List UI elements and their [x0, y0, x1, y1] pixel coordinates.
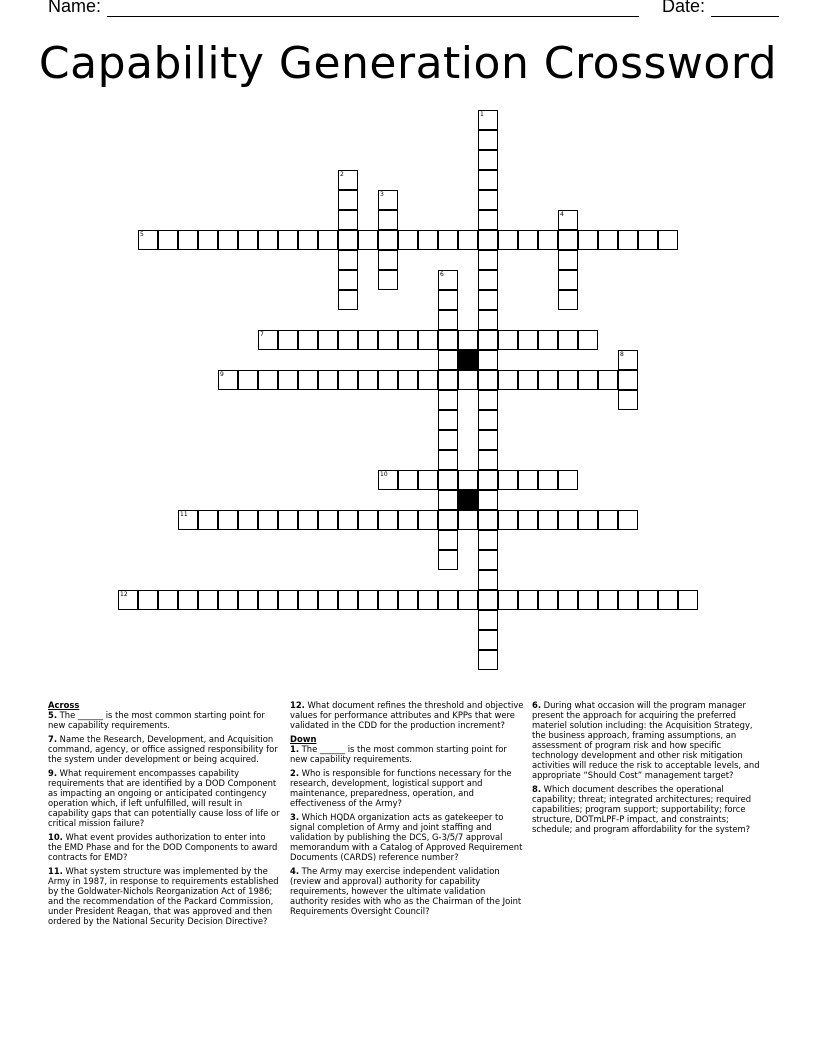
- clue-number: 1.: [290, 744, 300, 754]
- grid-cell[interactable]: [478, 410, 498, 430]
- grid-cell[interactable]: [178, 510, 198, 530]
- grid-cell[interactable]: [338, 290, 358, 310]
- grid-cell[interactable]: [618, 390, 638, 410]
- grid-cell[interactable]: [138, 590, 158, 610]
- grid-cell[interactable]: [278, 590, 298, 610]
- clue-number: 7.: [48, 734, 58, 744]
- grid-cell[interactable]: [338, 590, 358, 610]
- clue-text: Which document describes the operational capability; threat; integrated architectures; required capabilities; program support; supportability; force structure, DOTmLPF-P impact, and constraints; schedule; and program affordability for the system?: [532, 784, 752, 834]
- clue-number: 9.: [48, 768, 58, 778]
- clue-number: 3.: [290, 812, 300, 822]
- grid-cell[interactable]: [458, 590, 478, 610]
- grid-cell[interactable]: [578, 370, 598, 390]
- grid-cell[interactable]: [398, 230, 418, 250]
- clue-text: What system structure was implemented by the Army in 1987, in response to requirements established by the Goldwater-Nichols Reorganization Act of 1986; and the recommendation of the Packard Commission, under President Reagan, that was approved and then ordered by the National Security Decision Directive?: [48, 866, 279, 926]
- clue-item: [532, 700, 768, 780]
- grid-cell[interactable]: [558, 590, 578, 610]
- grid-cell[interactable]: [438, 390, 458, 410]
- name-label: Name:: [48, 0, 102, 16]
- grid-cell[interactable]: [478, 530, 498, 550]
- grid-cell[interactable]: [518, 370, 538, 390]
- grid-cell[interactable]: [498, 230, 518, 250]
- grid-cell[interactable]: [358, 590, 378, 610]
- grid-cell[interactable]: [478, 370, 498, 390]
- clue-number: 8.: [532, 784, 542, 794]
- grid-cell[interactable]: [538, 370, 558, 390]
- grid-cell[interactable]: [318, 330, 338, 350]
- date-label: Date:: [662, 0, 706, 16]
- grid-cell[interactable]: [338, 370, 358, 390]
- grid-cell[interactable]: [498, 370, 518, 390]
- grid-cell[interactable]: [298, 330, 318, 350]
- grid-cell[interactable]: [638, 590, 658, 610]
- grid-cell[interactable]: [478, 230, 498, 250]
- cell-number: 7: [260, 331, 264, 338]
- clue-text: The ______ is the most common starting point for new capability requirements.: [48, 710, 265, 730]
- grid-cell[interactable]: [478, 130, 498, 150]
- grid-cell[interactable]: [258, 590, 278, 610]
- clue-text: The ______ is the most common starting point for new capability requirements.: [290, 744, 507, 764]
- cell-number: 10: [380, 471, 388, 478]
- grid-cell[interactable]: [478, 210, 498, 230]
- across-heading: Across: [48, 700, 80, 710]
- grid-cell[interactable]: [618, 230, 638, 250]
- grid-cell[interactable]: [498, 590, 518, 610]
- header-row: [48, 0, 779, 17]
- grid-cell[interactable]: [438, 450, 458, 470]
- grid-cell[interactable]: [178, 230, 198, 250]
- grid-cell[interactable]: [338, 510, 358, 530]
- grid-cell[interactable]: [458, 510, 478, 530]
- clue-item: [532, 784, 768, 834]
- grid-cell[interactable]: [278, 330, 298, 350]
- grid-cell[interactable]: [558, 290, 578, 310]
- grid-cell[interactable]: [478, 390, 498, 410]
- grid-cell[interactable]: [438, 590, 458, 610]
- grid-cell[interactable]: [618, 350, 638, 370]
- grid-cell[interactable]: [518, 510, 538, 530]
- clue-item: [290, 700, 524, 730]
- grid-cell[interactable]: [258, 370, 278, 390]
- grid-cell[interactable]: [578, 590, 598, 610]
- grid-cell[interactable]: [358, 230, 378, 250]
- grid-cell[interactable]: [258, 230, 278, 250]
- grid-block: [458, 350, 478, 370]
- grid-cell[interactable]: [538, 330, 558, 350]
- clue-item: [290, 812, 524, 862]
- grid-cell[interactable]: [478, 470, 498, 490]
- grid-cell[interactable]: [478, 110, 498, 130]
- grid-cell[interactable]: [258, 330, 278, 350]
- grid-cell[interactable]: [538, 590, 558, 610]
- grid-cell[interactable]: [418, 370, 438, 390]
- grid-cell[interactable]: [478, 630, 498, 650]
- grid-cell[interactable]: [338, 230, 358, 250]
- cell-number: 12: [120, 591, 128, 598]
- clue-number: 11.: [48, 866, 63, 876]
- grid-cell[interactable]: [638, 230, 658, 250]
- grid-cell[interactable]: [378, 250, 398, 270]
- grid-cell[interactable]: [418, 590, 438, 610]
- grid-cell[interactable]: [298, 230, 318, 250]
- grid-cell[interactable]: [358, 370, 378, 390]
- clue-item: [48, 734, 280, 764]
- grid-cell[interactable]: [278, 370, 298, 390]
- grid-cell[interactable]: [418, 470, 438, 490]
- grid-cell[interactable]: [378, 470, 398, 490]
- page-title: Capability Generation Crossword: [38, 38, 778, 89]
- grid-cell[interactable]: [558, 330, 578, 350]
- grid-cell[interactable]: [598, 230, 618, 250]
- grid-cell[interactable]: [338, 170, 358, 190]
- grid-cell[interactable]: [538, 230, 558, 250]
- grid-cell[interactable]: [198, 510, 218, 530]
- clue-text: What requirement encompasses capability requirements that are identified by a DOD Component as impacting an ongoing or anticipated contingency operation which, if left unfulfilled, will result in capability gaps that can potentially cause loss of life or critical mission failure?: [48, 768, 280, 828]
- grid-cell[interactable]: [578, 510, 598, 530]
- grid-cell[interactable]: [218, 230, 238, 250]
- grid-cell[interactable]: [438, 530, 458, 550]
- clue-number: 4.: [290, 866, 300, 876]
- grid-cell[interactable]: [418, 510, 438, 530]
- grid-cell[interactable]: [658, 590, 678, 610]
- clue-text: What document refines the threshold and objective values for performance attributes and KPPs that were validated in the CDD for the production increment?: [290, 700, 524, 730]
- grid-cell[interactable]: [378, 510, 398, 530]
- grid-cell[interactable]: [458, 230, 478, 250]
- clue-number: 6.: [532, 700, 542, 710]
- clue-number: 2.: [290, 768, 300, 778]
- grid-cell[interactable]: [498, 470, 518, 490]
- clue-item: [290, 866, 524, 916]
- grid-cell[interactable]: [598, 370, 618, 390]
- grid-cell[interactable]: [478, 510, 498, 530]
- grid-cell[interactable]: [378, 590, 398, 610]
- clue-item: [48, 710, 280, 730]
- grid-cell[interactable]: [598, 510, 618, 530]
- grid-cell[interactable]: [618, 590, 638, 610]
- clue-text: The Army may exercise independent validation (review and approval) authority for capability requirements, however the ultimate validation authority resides with who as the Chairman of the Joint Requirements Oversight Council?: [290, 866, 522, 916]
- grid-cell[interactable]: [478, 310, 498, 330]
- grid-cell[interactable]: [558, 230, 578, 250]
- grid-cell[interactable]: [378, 270, 398, 290]
- cell-number: 3: [380, 191, 384, 198]
- grid-cell[interactable]: [398, 370, 418, 390]
- grid-cell[interactable]: [358, 510, 378, 530]
- clue-text: Who is responsible for functions necessary for the research, development, logistical support and maintenance, preparedness, operation, and effectiveness of the Army?: [290, 768, 512, 808]
- clue-number: 5.: [48, 710, 58, 720]
- grid-cell[interactable]: [478, 350, 498, 370]
- grid-cell[interactable]: [438, 310, 458, 330]
- grid-cell[interactable]: [218, 590, 238, 610]
- grid-cell[interactable]: [498, 330, 518, 350]
- grid-cell[interactable]: [478, 270, 498, 290]
- grid-cell[interactable]: [158, 230, 178, 250]
- grid-cell[interactable]: [478, 250, 498, 270]
- grid-cell[interactable]: [478, 170, 498, 190]
- grid-cell[interactable]: [438, 510, 458, 530]
- grid-cell[interactable]: [318, 230, 338, 250]
- clue-text: During what occasion will the program manager present the approach for acquiring the preferred materiel solution including: the Acquisition Strategy, the business approach, framing assumptions, an assessment of program risk and how specific technology development and other risk mitigation activities will reduce the risk to acceptable levels, and appropriate “Should Cost” management target?: [532, 700, 760, 780]
- clue-item: [48, 866, 280, 926]
- cell-number: 5: [140, 231, 144, 238]
- grid-cell[interactable]: [518, 330, 538, 350]
- clue-item: [290, 768, 524, 808]
- grid-cell[interactable]: [658, 230, 678, 250]
- grid-cell[interactable]: [558, 470, 578, 490]
- grid-cell[interactable]: [578, 330, 598, 350]
- clue-text: Which HQDA organization acts as gatekeeper to signal completion of Army and joint staffing and validation by publishing the DCS, G-3/5/7 approval memorandum with a Catalog of Approved Requirement Documents (CARDS) reference number?: [290, 812, 523, 862]
- grid-cell[interactable]: [478, 430, 498, 450]
- clue-item: [290, 744, 524, 764]
- clues-column-2: [290, 700, 524, 920]
- grid-cell[interactable]: [558, 370, 578, 390]
- grid-cell[interactable]: [518, 230, 538, 250]
- grid-cell[interactable]: [158, 590, 178, 610]
- grid-cell[interactable]: [378, 190, 398, 210]
- grid-cell[interactable]: [438, 410, 458, 430]
- grid-cell[interactable]: [618, 510, 638, 530]
- grid-cell[interactable]: [418, 330, 438, 350]
- grid-cell[interactable]: [558, 250, 578, 270]
- grid-cell[interactable]: [438, 290, 458, 310]
- grid-cell[interactable]: [298, 590, 318, 610]
- clue-text: Name the Research, Development, and Acquisition command, agency, or office assigned responsibility for the system under development or being acquired.: [48, 734, 278, 764]
- grid-cell[interactable]: [378, 330, 398, 350]
- grid-cell[interactable]: [338, 190, 358, 210]
- grid-cell[interactable]: [438, 490, 458, 510]
- cell-number: 4: [560, 211, 564, 218]
- grid-cell[interactable]: [118, 590, 138, 610]
- grid-cell[interactable]: [478, 190, 498, 210]
- grid-cell[interactable]: [438, 270, 458, 290]
- grid-cell[interactable]: [438, 550, 458, 570]
- grid-cell[interactable]: [398, 330, 418, 350]
- grid-cell[interactable]: [238, 510, 258, 530]
- grid-cell[interactable]: [398, 470, 418, 490]
- grid-cell[interactable]: [338, 210, 358, 230]
- grid-cell[interactable]: [378, 210, 398, 230]
- cell-number: 2: [340, 171, 344, 178]
- date-field[interactable]: [711, 0, 779, 17]
- grid-cell[interactable]: [618, 370, 638, 390]
- grid-cell[interactable]: [138, 230, 158, 250]
- grid-cell[interactable]: [198, 230, 218, 250]
- clues-column-1: [48, 700, 280, 930]
- clue-number: 12.: [290, 700, 305, 710]
- name-field[interactable]: [107, 0, 639, 17]
- grid-cell[interactable]: [438, 430, 458, 450]
- grid-cell[interactable]: [458, 370, 478, 390]
- cell-number: 9: [220, 371, 224, 378]
- grid-cell[interactable]: [598, 590, 618, 610]
- grid-cell[interactable]: [338, 330, 358, 350]
- grid-cell[interactable]: [318, 510, 338, 530]
- grid-cell[interactable]: [438, 330, 458, 350]
- clues-column-3: [532, 700, 768, 838]
- grid-cell[interactable]: [478, 450, 498, 470]
- grid-cell[interactable]: [238, 590, 258, 610]
- down-heading: Down: [290, 734, 317, 744]
- grid-cell[interactable]: [558, 210, 578, 230]
- grid-cell[interactable]: [218, 510, 238, 530]
- clue-item: [48, 768, 280, 828]
- grid-cell[interactable]: [478, 490, 498, 510]
- grid-cell[interactable]: [478, 650, 498, 670]
- grid-cell[interactable]: [478, 150, 498, 170]
- grid-cell[interactable]: [478, 590, 498, 610]
- grid-cell[interactable]: [538, 470, 558, 490]
- cell-number: 11: [180, 511, 188, 518]
- grid-cell[interactable]: [578, 230, 598, 250]
- grid-cell[interactable]: [538, 510, 558, 530]
- grid-cell[interactable]: [418, 230, 438, 250]
- grid-cell[interactable]: [478, 330, 498, 350]
- clue-text: What event provides authorization to enter into the EMD Phase and for the DOD Components to award contracts for EMD?: [48, 832, 278, 862]
- grid-cell[interactable]: [238, 230, 258, 250]
- grid-cell[interactable]: [198, 590, 218, 610]
- grid-cell[interactable]: [498, 510, 518, 530]
- grid-cell[interactable]: [278, 230, 298, 250]
- cell-number: 6: [440, 271, 444, 278]
- grid-cell[interactable]: [238, 370, 258, 390]
- grid-block: [458, 490, 478, 510]
- grid-cell[interactable]: [558, 510, 578, 530]
- cell-number: 8: [620, 351, 624, 358]
- grid-cell[interactable]: [378, 370, 398, 390]
- grid-cell[interactable]: [458, 470, 478, 490]
- grid-cell[interactable]: [518, 470, 538, 490]
- grid-cell[interactable]: [278, 510, 298, 530]
- grid-cell[interactable]: [478, 550, 498, 570]
- clue-item: [48, 832, 280, 862]
- grid-cell[interactable]: [678, 590, 698, 610]
- grid-cell[interactable]: [298, 370, 318, 390]
- grid-cell[interactable]: [338, 270, 358, 290]
- grid-cell[interactable]: [478, 610, 498, 630]
- grid-cell[interactable]: [558, 270, 578, 290]
- grid-cell[interactable]: [338, 250, 358, 270]
- grid-cell[interactable]: [318, 370, 338, 390]
- grid-cell[interactable]: [298, 510, 318, 530]
- grid-cell[interactable]: [478, 290, 498, 310]
- clue-number: 10.: [48, 832, 63, 842]
- grid-cell[interactable]: [258, 510, 278, 530]
- grid-cell[interactable]: [458, 330, 478, 350]
- grid-cell[interactable]: [438, 370, 458, 390]
- grid-cell[interactable]: [398, 510, 418, 530]
- grid-cell[interactable]: [438, 470, 458, 490]
- grid-cell[interactable]: [318, 590, 338, 610]
- grid-cell[interactable]: [518, 590, 538, 610]
- grid-cell[interactable]: [358, 330, 378, 350]
- grid-cell[interactable]: [378, 230, 398, 250]
- grid-cell[interactable]: [438, 350, 458, 370]
- cell-number: 1: [480, 111, 484, 118]
- grid-cell[interactable]: [398, 590, 418, 610]
- grid-cell[interactable]: [218, 370, 238, 390]
- grid-cell[interactable]: [438, 230, 458, 250]
- grid-cell[interactable]: [478, 570, 498, 590]
- grid-cell[interactable]: [178, 590, 198, 610]
